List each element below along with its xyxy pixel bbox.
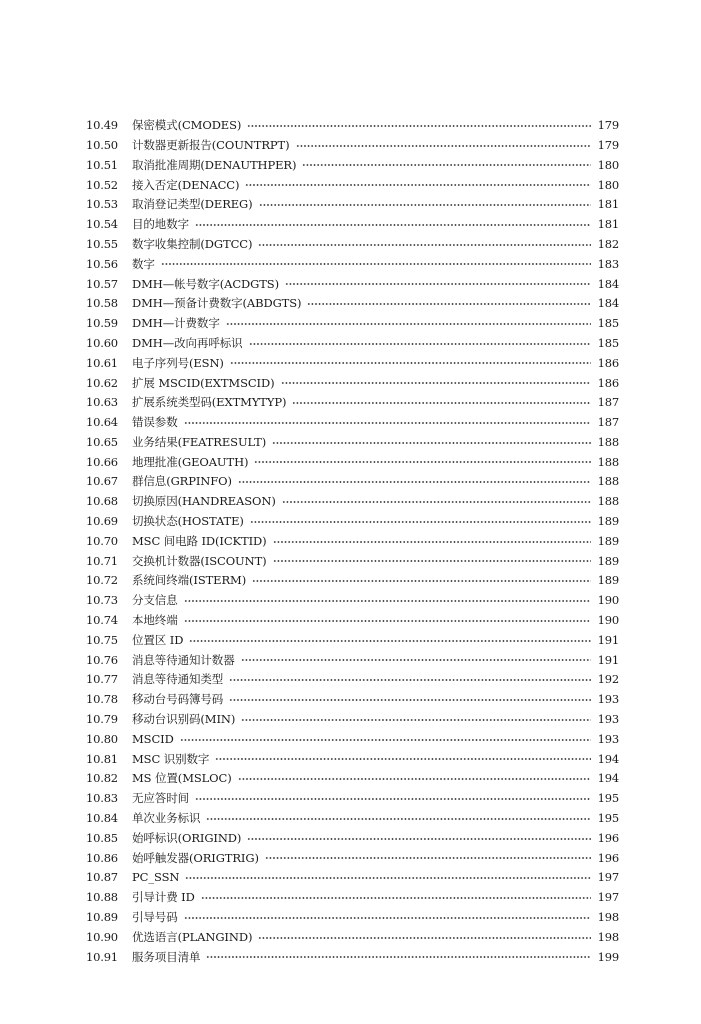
toc-entry-title: 计数器更新报告(COUNTRPT) (132, 137, 290, 152)
dot-leader (184, 600, 591, 602)
toc-entry-number: 10.81 (86, 751, 118, 766)
toc-entry-number: 10.68 (86, 494, 118, 509)
toc-entry-number: 10.58 (86, 296, 118, 311)
toc-entry-number: 10.72 (86, 573, 118, 588)
toc-entry-title: 本地终端 (132, 613, 178, 628)
toc-entry-page-number: 191 (597, 652, 619, 667)
dot-leader (230, 362, 591, 364)
toc-entry-title: 始呼标识(ORIGIND) (132, 830, 242, 845)
toc-entry-page-number: 191 (597, 632, 619, 647)
toc-entry-title: 引导号码 (132, 910, 178, 925)
toc-entry-number: 10.56 (86, 256, 118, 271)
toc-entry[interactable] (86, 710, 619, 730)
toc-entry-number: 10.65 (86, 434, 118, 449)
toc-entry[interactable] (86, 314, 619, 334)
toc-entry-page-number: 193 (597, 692, 619, 707)
toc-entry[interactable] (86, 235, 619, 255)
toc-entry-page-number: 189 (597, 573, 619, 588)
dot-leader (195, 798, 591, 800)
toc-entry[interactable] (86, 532, 619, 552)
toc-entry-page-number: 189 (597, 533, 619, 548)
dot-leader (238, 778, 591, 780)
dot-leader (238, 481, 591, 483)
dot-leader (258, 244, 591, 246)
dot-leader (206, 956, 591, 958)
dot-leader (292, 402, 591, 404)
toc-entry-number: 10.50 (86, 137, 118, 152)
toc-entry-title: 数字 (132, 256, 155, 271)
toc-entry-number: 10.79 (86, 712, 118, 727)
toc-entry-page-number: 185 (597, 316, 619, 331)
toc-entry[interactable] (86, 789, 619, 809)
toc-entry-title: 移动台识别码(MIN) (132, 712, 236, 727)
toc-entry-title: DMH—预备计费数字(ABDGTS) (132, 296, 302, 311)
toc-entry[interactable] (86, 571, 619, 591)
toc-entry-number: 10.57 (86, 276, 118, 291)
toc-entry-number: 10.69 (86, 514, 118, 529)
toc-entry[interactable] (86, 175, 619, 195)
toc-entry-number: 10.51 (86, 157, 118, 172)
toc-entry-page-number: 184 (597, 296, 619, 311)
toc-entry-title: PC_SSN (132, 870, 180, 885)
toc-entry-page-number: 192 (597, 672, 619, 687)
toc-entry-number: 10.60 (86, 335, 118, 350)
toc-entry-number: 10.73 (86, 593, 118, 608)
toc-entry-number: 10.53 (86, 197, 118, 212)
dot-leader (252, 580, 591, 582)
toc-entry-title: 切换状态(HOSTATE) (132, 514, 244, 529)
toc-entry-number: 10.85 (86, 830, 118, 845)
toc-entry[interactable] (86, 591, 619, 611)
dot-leader (201, 897, 591, 899)
dot-leader (229, 699, 591, 701)
toc-entry-number: 10.83 (86, 791, 118, 806)
toc-entry-number: 10.63 (86, 395, 118, 410)
toc-entry-title: 业务结果(FEATRESULT) (132, 434, 267, 449)
toc-entry-title: 取消登记类型(DEREG) (132, 197, 253, 212)
toc-entry-page-number: 189 (597, 553, 619, 568)
toc-entry-number: 10.90 (86, 929, 118, 944)
dot-leader (282, 501, 591, 503)
dot-leader (307, 303, 591, 305)
dot-leader (247, 125, 591, 127)
toc-entry[interactable] (86, 453, 619, 473)
toc-entry[interactable] (86, 413, 619, 433)
dot-leader (259, 204, 591, 206)
dot-leader (229, 679, 591, 681)
toc-entry-title: 电子序列号(ESN) (132, 355, 224, 370)
toc-entry-title: MS 位置(MSLOC) (132, 771, 232, 786)
toc-entry[interactable] (86, 848, 619, 868)
toc-entry-page-number: 185 (597, 335, 619, 350)
dot-leader (180, 739, 591, 741)
toc-entry-page-number: 184 (597, 276, 619, 291)
toc-entry-page-number: 190 (597, 593, 619, 608)
toc-entry-page-number: 186 (597, 355, 619, 370)
dot-leader (226, 323, 591, 325)
toc-entry[interactable] (86, 809, 619, 829)
toc-entry[interactable] (86, 156, 619, 176)
toc-entry-title: 交换机计数器(ISCOUNT) (132, 553, 267, 568)
toc-entry-page-number: 188 (597, 474, 619, 489)
toc-entry-number: 10.87 (86, 870, 118, 885)
toc-entry-number: 10.77 (86, 672, 118, 687)
dot-leader (245, 184, 591, 186)
toc-entry-number: 10.82 (86, 771, 118, 786)
toc-entry-title: 位置区 ID (132, 632, 184, 647)
toc-entry-title: 目的地数字 (132, 217, 189, 232)
toc-entry-number: 10.80 (86, 731, 118, 746)
toc-entry-number: 10.75 (86, 632, 118, 647)
dot-leader (296, 145, 592, 147)
toc-entry-title: 群信息(GRPINFO) (132, 474, 232, 489)
dot-leader (247, 838, 591, 840)
table-of-contents (86, 116, 619, 967)
toc-entry-number: 10.67 (86, 474, 118, 489)
toc-entry-page-number: 189 (597, 514, 619, 529)
toc-entry-page-number: 188 (597, 434, 619, 449)
toc-entry-number: 10.49 (86, 118, 118, 133)
toc-entry-page-number: 195 (597, 811, 619, 826)
toc-entry-number: 10.61 (86, 355, 118, 370)
toc-entry-page-number: 198 (597, 910, 619, 925)
toc-entry-title: 消息等待通知类型 (132, 672, 224, 687)
toc-entry-page-number: 182 (597, 236, 619, 251)
toc-entry-number: 10.86 (86, 850, 118, 865)
dot-leader (273, 541, 591, 543)
toc-entry-page-number: 188 (597, 454, 619, 469)
toc-entry[interactable] (86, 136, 619, 156)
toc-entry-number: 10.62 (86, 375, 118, 390)
toc-entry[interactable] (86, 908, 619, 928)
toc-entry-title: 无应答时间 (132, 791, 189, 806)
toc-entry-title: 优选语言(PLANGIND) (132, 929, 253, 944)
toc-entry[interactable] (86, 868, 619, 888)
toc-entry-title: DMH—计费数字 (132, 316, 220, 331)
toc-entry-title: 始呼触发器(ORIGTRIG) (132, 850, 259, 865)
toc-entry-page-number: 188 (597, 494, 619, 509)
toc-entry-title: DMH—改向再呼标识 (132, 335, 243, 350)
toc-entry[interactable] (86, 947, 619, 967)
dot-leader (215, 758, 591, 760)
toc-entry-number: 10.78 (86, 692, 118, 707)
dot-leader (241, 659, 591, 661)
toc-entry[interactable] (86, 670, 619, 690)
toc-entry-number: 10.54 (86, 217, 118, 232)
toc-entry[interactable] (86, 492, 619, 512)
toc-entry[interactable] (86, 651, 619, 671)
dot-leader (161, 263, 591, 265)
toc-entry-title: 错误参数 (132, 415, 178, 430)
toc-entry-title: 扩展系统类型码(EXTMYTYP) (132, 395, 287, 410)
dot-leader (302, 164, 591, 166)
toc-entry-title: 单次业务标识 (132, 811, 201, 826)
dot-leader (185, 877, 591, 879)
toc-entry-page-number: 198 (597, 929, 619, 944)
toc-entry[interactable] (86, 274, 619, 294)
toc-entry[interactable] (86, 769, 619, 789)
toc-entry-title: 移动台号码簿号码 (132, 692, 224, 707)
dot-leader (273, 560, 591, 562)
dot-leader (184, 917, 591, 919)
toc-entry[interactable] (86, 433, 619, 453)
toc-entry[interactable] (86, 472, 619, 492)
toc-entry-page-number: 197 (597, 870, 619, 885)
toc-entry[interactable] (86, 928, 619, 948)
toc-entry-number: 10.89 (86, 910, 118, 925)
dot-leader (241, 719, 591, 721)
toc-entry[interactable] (86, 215, 619, 235)
toc-entry[interactable] (86, 829, 619, 849)
toc-entry[interactable] (86, 294, 619, 314)
toc-entry-page-number: 196 (597, 850, 619, 865)
toc-entry-page-number: 190 (597, 613, 619, 628)
toc-entry[interactable] (86, 354, 619, 374)
dot-leader (249, 343, 591, 345)
toc-entry-page-number: 180 (597, 177, 619, 192)
dot-leader (195, 224, 591, 226)
toc-entry-title: 切换原因(HANDREASON) (132, 494, 276, 509)
toc-entry-title: 保密模式(CMODES) (132, 118, 242, 133)
toc-entry-title: 取消批准周期(DENAUTHPER) (132, 157, 297, 172)
toc-entry[interactable] (86, 730, 619, 750)
toc-entry-number: 10.84 (86, 811, 118, 826)
toc-entry[interactable] (86, 631, 619, 651)
dot-leader (258, 937, 591, 939)
dot-leader (189, 640, 591, 642)
toc-entry[interactable] (86, 116, 619, 136)
toc-entry[interactable] (86, 888, 619, 908)
toc-entry-page-number: 195 (597, 791, 619, 806)
toc-entry-page-number: 186 (597, 375, 619, 390)
toc-entry[interactable] (86, 750, 619, 770)
toc-entry[interactable] (86, 512, 619, 532)
dot-leader (206, 818, 591, 820)
toc-entry-number: 10.66 (86, 454, 118, 469)
dot-leader (184, 620, 591, 622)
toc-entry-number: 10.74 (86, 613, 118, 628)
toc-entry-number: 10.55 (86, 236, 118, 251)
toc-entry-title: 系统间终端(ISTERM) (132, 573, 247, 588)
toc-entry-page-number: 187 (597, 415, 619, 430)
toc-entry-page-number: 197 (597, 890, 619, 905)
toc-entry-page-number: 181 (597, 197, 619, 212)
toc-entry[interactable] (86, 373, 619, 393)
dot-leader (265, 857, 591, 859)
toc-entry-title: 消息等待通知计数器 (132, 652, 235, 667)
toc-entry-page-number: 193 (597, 731, 619, 746)
toc-entry-number: 10.71 (86, 553, 118, 568)
toc-entry-page-number: 193 (597, 712, 619, 727)
toc-entry-title: 数字收集控制(DGTCC) (132, 236, 253, 251)
dot-leader (272, 442, 591, 444)
toc-entry-title: 接入否定(DENACC) (132, 177, 240, 192)
toc-entry-title: 扩展 MSCID(EXTMSCID) (132, 375, 275, 390)
dot-leader (254, 461, 591, 463)
toc-entry-title: 服务项目清单 (132, 949, 201, 964)
toc-entry-title: MSC 间电路 ID(ICKTID) (132, 533, 267, 548)
toc-entry[interactable] (86, 690, 619, 710)
toc-entry-page-number: 194 (597, 751, 619, 766)
toc-entry[interactable] (86, 255, 619, 275)
toc-entry-number: 10.76 (86, 652, 118, 667)
dot-leader (285, 283, 591, 285)
toc-entry-title: MSCID (132, 731, 174, 746)
toc-entry-page-number: 180 (597, 157, 619, 172)
toc-entry-page-number: 194 (597, 771, 619, 786)
toc-entry-title: MSC 识别数字 (132, 751, 210, 766)
toc-entry-title: 引导计费 ID (132, 890, 195, 905)
toc-entry-page-number: 179 (597, 137, 619, 152)
toc-entry-page-number: 199 (597, 949, 619, 964)
toc-entry-title: DMH—帐号数字(ACDGTS) (132, 276, 279, 291)
toc-entry[interactable] (86, 195, 619, 215)
toc-entry-page-number: 179 (597, 118, 619, 133)
toc-entry[interactable] (86, 611, 619, 631)
toc-entry-page-number: 183 (597, 256, 619, 271)
toc-entry-page-number: 187 (597, 395, 619, 410)
dot-leader (281, 382, 591, 384)
toc-entry-number: 10.91 (86, 949, 118, 964)
toc-entry-number: 10.52 (86, 177, 118, 192)
toc-entry[interactable] (86, 393, 619, 413)
toc-entry-number: 10.64 (86, 415, 118, 430)
toc-entry-number: 10.88 (86, 890, 118, 905)
toc-entry-page-number: 196 (597, 830, 619, 845)
toc-entry[interactable] (86, 552, 619, 572)
toc-entry-title: 地理批准(GEOAUTH) (132, 454, 249, 469)
toc-entry-page-number: 181 (597, 217, 619, 232)
toc-entry-number: 10.70 (86, 533, 118, 548)
dot-leader (250, 521, 591, 523)
toc-entry-title: 分支信息 (132, 593, 178, 608)
dot-leader (184, 422, 591, 424)
toc-entry-number: 10.59 (86, 316, 118, 331)
toc-entry[interactable] (86, 334, 619, 354)
